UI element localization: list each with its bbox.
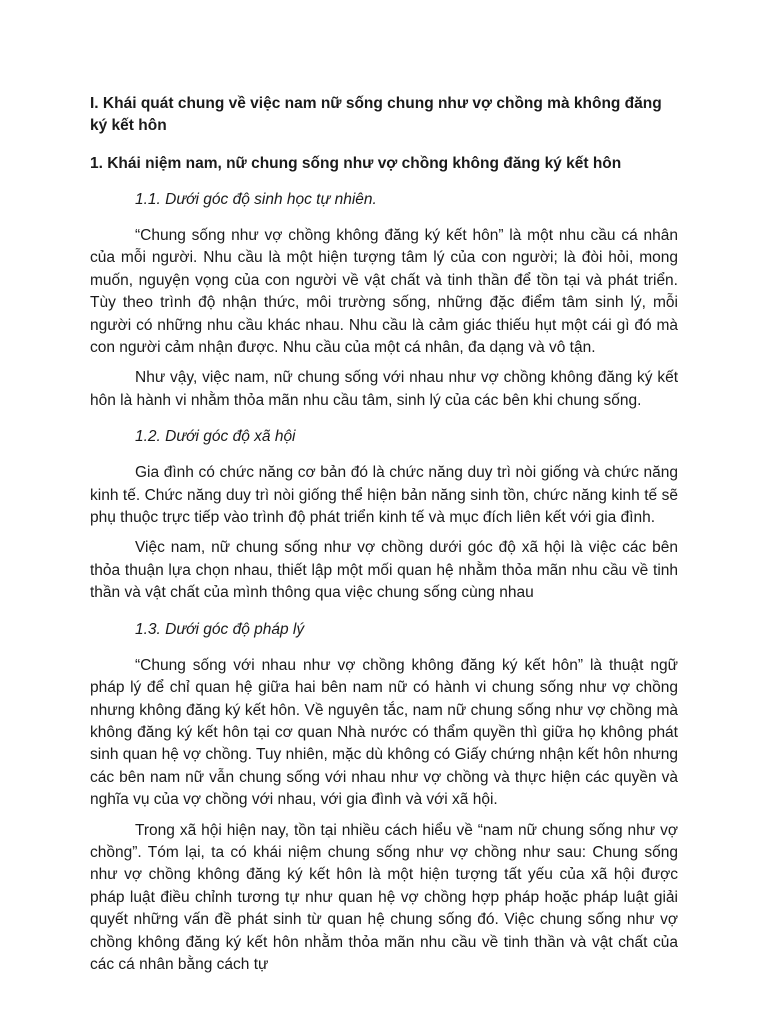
paragraph: “Chung sống như vợ chồng không đăng ký kết hôn” là một nhu cầu cá nhân của mỗi người. Nhu cầu là một hiện tượng tâm lý của con người; là đòi hỏi, mong muốn, nguyện vọng của con người về vật chất và tinh thần để tồn tại và phát triển. Tùy theo trình độ nhận thức, môi trường sống, những đặc điểm tâm sinh lý, mỗi người có những nhu cầu khác nhau. Nhu cầu là cảm giác thiếu hụt một cái gì đó mà con người cảm nhận được. Nhu cầu của một cá nhân, đa dạng và vô tận. [90, 227, 678, 357]
paragraph: Như vậy, việc nam, nữ chung sống với nhau như vợ chồng không đăng ký kết hôn là hành vi nhằm thỏa mãn nhu cầu tâm, sinh lý của các bên khi chung sống. [90, 369, 678, 409]
paragraph: Gia đình có chức năng cơ bản đó là chức năng duy trì nòi giống và chức năng kinh tế. Chức năng duy trì nòi giống thể hiện bản năng sinh tồn, chức năng kinh tế sẽ phụ thuộc trực tiếp vào trình độ phát triển kinh tế và mục đích liên kết với gia đình. [90, 464, 678, 527]
paragraph: Việc nam, nữ chung sống như vợ chồng dưới góc độ xã hội là việc các bên thỏa thuận lựa chọn nhau, thiết lập một mối quan hệ nhằm thỏa mãn nhu cầu về tinh thần và vật chất của mình thông qua việc chung sống cùng nhau [90, 539, 678, 602]
subsection-title-biological: 1.1. Dưới góc độ sinh học tự nhiên. [135, 191, 377, 208]
paragraph: “Chung sống với nhau như vợ chồng không đăng ký kết hôn” là thuật ngữ pháp lý để chỉ quan hệ giữa hai bên nam nữ có hành vi chung sống như vợ chồng nhưng không đăng ký kết hôn. Về nguyên tắc, nam nữ chung sống như vợ chồng mà không đăng ký kết hôn tại cơ quan Nhà nước có thẩm quyền thì giữa họ không phát sinh quan hệ vợ chồng. Tuy nhiên, mặc dù không có Giấy chứng nhận kết hôn nhưng các bên nam nữ vẫn chung sống với nhau như vợ chồng và thực hiện các quyền và nghĩa vụ của vợ chồng với nhau, với gia đình và với xã hội. [90, 656, 678, 809]
subsection-title-legal: 1.3. Dưới góc độ pháp lý [135, 620, 305, 638]
section-heading-main: I. Khái quát chung về việc nam nữ sống chung như vợ chồng mà không đăng ký kết hôn [90, 95, 662, 134]
section-heading-concept: 1. Khái niệm nam, nữ chung sống như vợ chồng không đăng ký kết hôn [90, 155, 622, 172]
subsection-title-social: 1.2. Dưới góc độ xã hội [135, 428, 296, 446]
paragraph: Trong xã hội hiện nay, tồn tại nhiều cách hiểu về “nam nữ chung sống như vợ chồng”. Tóm lại, ta có khái niệm chung sống như vợ chồng như sau: Chung sống như vợ chồng không đăng ký kết hôn là một hiện tượng tất yếu của xã hội được pháp luật điều chỉnh tương tự như quan hệ vợ chồng hợp pháp hoặc pháp luật giải quyết những vấn đề phát sinh từ quan hệ chung sống đó. Việc chung sống như vợ chồng không đăng ký kết hôn nhằm thỏa mãn nhu cầu về tinh thần và vật chất của các cá nhân bằng cách tự [90, 821, 678, 973]
document-page [90, 93, 678, 984]
